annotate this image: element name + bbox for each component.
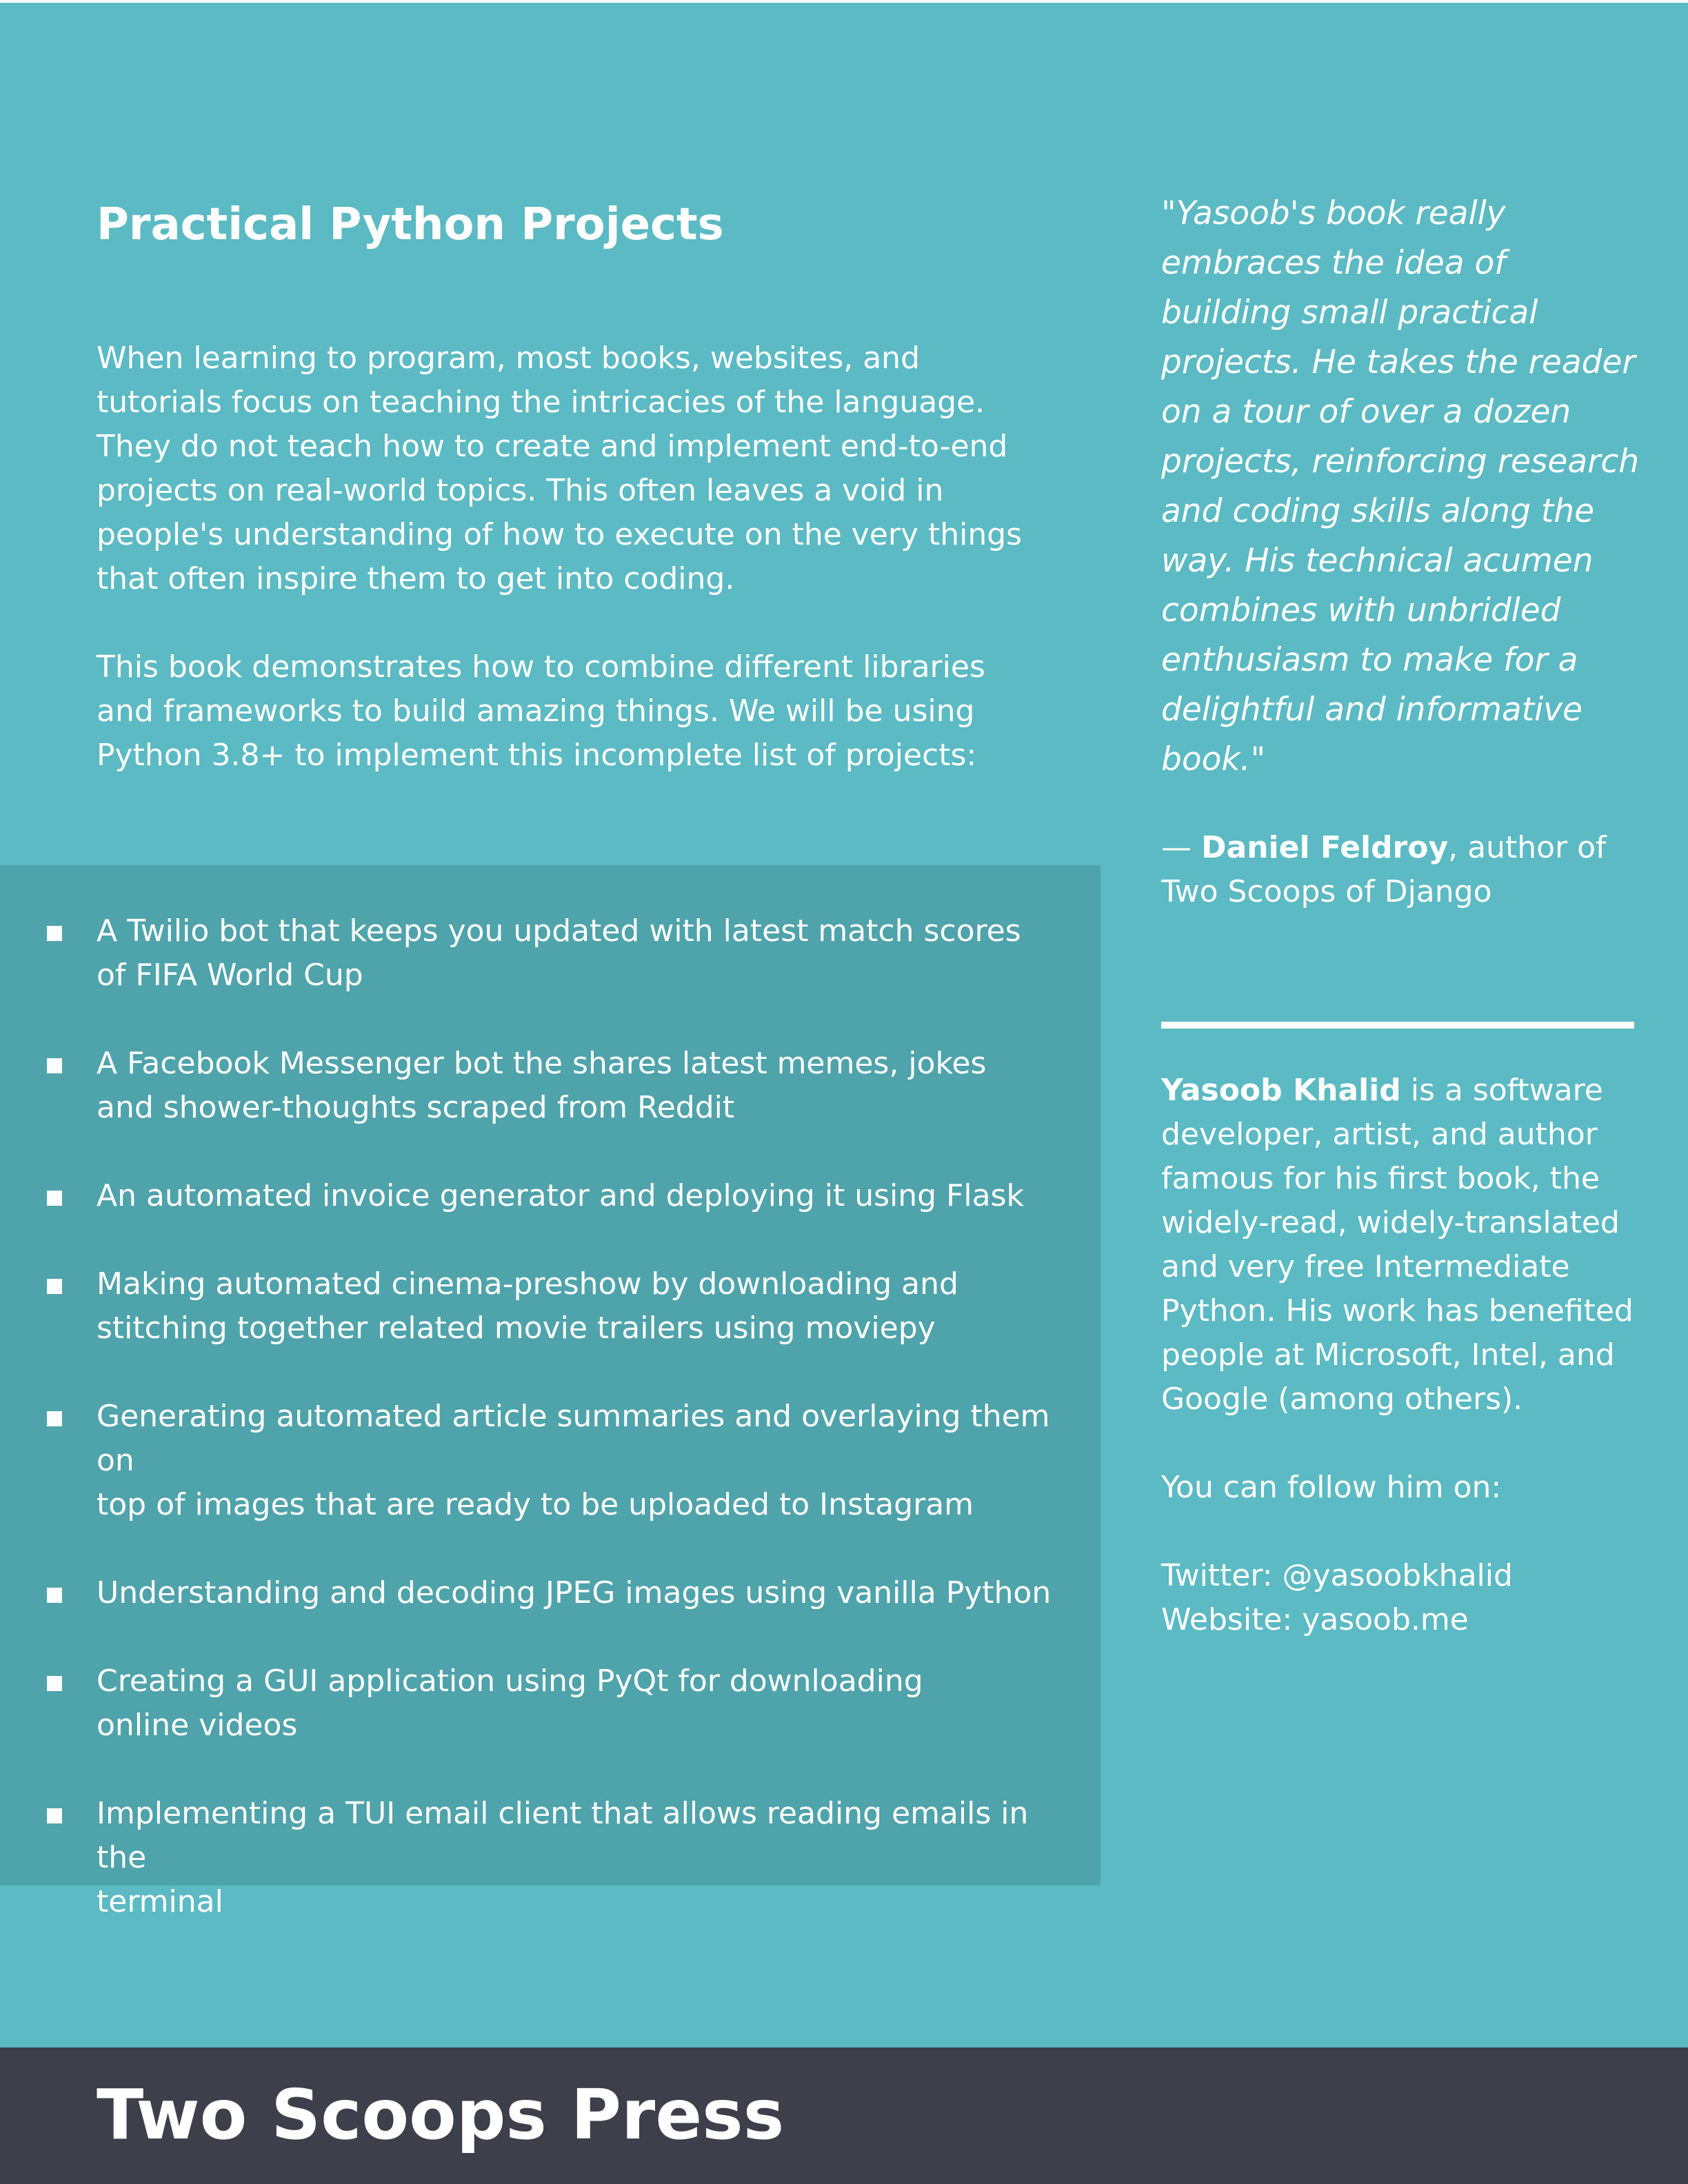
contact-info <box>1161 1554 1644 1642</box>
square-bullet-icon <box>47 1588 62 1603</box>
projects-list <box>0 909 1101 1968</box>
project-text: Understanding and decoding JPEG images using vanilla Python <box>97 1575 1052 1610</box>
twitter-handle: Twitter: @yasoobkhalid <box>1161 1558 1513 1593</box>
intro-paragraph: When learning to program, most books, websites, and tutorials focus on teaching the intricacies of the language. They do not teach how to create and implement end-to-end projects on real-world topics. This often leaves a void in people's understanding of how to execute on the very things that often inspire them to get into coding. <box>97 341 1023 596</box>
project-text: Making automated cinema-preshow by downloading and stitching together related movie trailers using moviepy <box>97 1266 958 1346</box>
top-rule <box>0 0 1688 3</box>
testimonial-author-desc: , author of Two Scoops of Django <box>1161 830 1607 909</box>
footer-bar <box>0 2048 1688 2184</box>
bio-text: is a software developer, artist, and author famous for his first book, the widely-read, widely-translated and very free Intermediate Python. His work has benefited people at Microsoft, Intel, and Google (among others). <box>1161 1073 1634 1417</box>
projects-panel <box>0 865 1101 1919</box>
project-item <box>0 1659 1101 1748</box>
project-item <box>0 1792 1101 1924</box>
square-bullet-icon <box>47 1191 62 1206</box>
publisher-name: Two Scoops Press <box>97 2074 785 2155</box>
project-text: A Facebook Messenger bot the shares latest memes, jokes and shower-thoughts scraped from Reddit <box>97 1046 987 1125</box>
bio-paragraph <box>1161 1069 1644 1422</box>
project-text: An automated invoice generator and deploying it using Flask <box>97 1178 1024 1213</box>
testimonial-author: Daniel Feldroy <box>1201 830 1449 865</box>
project-text: A Twilio bot that keeps you updated with latest match scores of FIFA World Cup <box>97 913 1021 993</box>
square-bullet-icon <box>47 1411 62 1426</box>
project-item <box>0 909 1101 998</box>
square-bullet-icon <box>47 1279 62 1294</box>
intro-paragraph: This book demonstrates how to combine different libraries and frameworks to build amazing things. We will be using Python 3.8+ to implement this incomplete list of projects: <box>97 649 985 773</box>
author-bio <box>1161 1069 1644 1686</box>
website-link: Website: yasoob.me <box>1161 1602 1469 1637</box>
project-item <box>0 1042 1101 1130</box>
book-intro <box>97 336 1048 822</box>
attribution-dash: — <box>1161 830 1201 865</box>
square-bullet-icon <box>47 1676 62 1691</box>
bio-author-name: Yasoob Khalid <box>1161 1073 1401 1108</box>
section-divider <box>1161 1022 1634 1029</box>
testimonial-quote: "Yasoob's book really embraces the idea of building small practical projects. He takes the reader on a tour of over a dozen projects, reinforcing research and coding skills along the way. His technical acumen combines with unbridled enthusiasm to make for a delightful and informative book." <box>1161 194 1640 778</box>
project-item <box>0 1395 1101 1527</box>
project-item <box>0 1262 1101 1351</box>
square-bullet-icon <box>47 1808 62 1823</box>
square-bullet-icon <box>47 1058 62 1073</box>
project-text: Implementing a TUI email client that allows reading emails in the terminal <box>97 1796 1029 1919</box>
book-title: Practical Python Projects <box>97 199 724 250</box>
project-text: Generating automated article summaries and overlaying them on top of images that are ready to be uploaded to Instagram <box>97 1399 1050 1522</box>
follow-text: You can follow him on: <box>1161 1470 1502 1505</box>
square-bullet-icon <box>47 926 62 941</box>
project-text: Creating a GUI application using PyQt for downloading online videos <box>97 1664 923 1743</box>
testimonial-attribution <box>1161 826 1644 914</box>
project-item <box>0 1174 1101 1218</box>
project-item <box>0 1571 1101 1615</box>
